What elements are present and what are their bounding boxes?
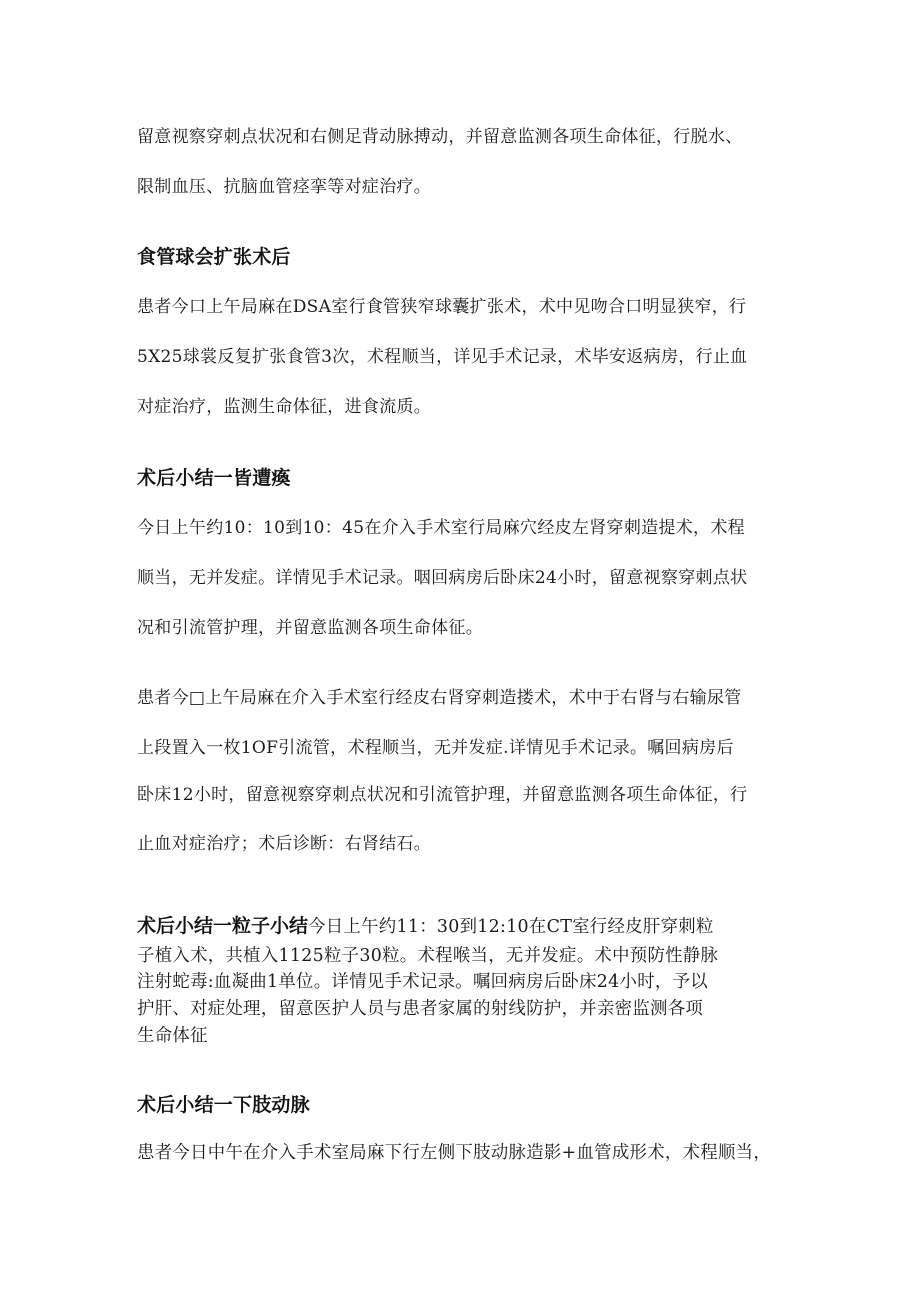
paragraph-5-line-2: 子植入术，共植入1125粒子30粒。术程喉当，无并发症。术中预防性静脉 [137, 946, 719, 966]
paragraph-2-line-2: 5X25球裳反复扩张食管3次，术程顺当，详见手术记录，术毕安返病房，行止血 [137, 347, 748, 367]
paragraph-1-line-2: 限制血压、抗脑血管痉挛等对症治疗。 [137, 177, 432, 197]
paragraph-5-line-3: 注射蛇毒:血凝曲1单位。详情见手术记录。嘱回病房后卧床24小时，予以 [137, 972, 708, 992]
section-heading-summary-1: 术后小结一皆遭瘓 [137, 467, 291, 489]
paragraph-2-line-1: 患者今口上午局麻在DSA室行食管狭窄球囊扩张术，术中见吻合口明显狭窄，行 [137, 297, 747, 317]
paragraph-5-line-1 [137, 911, 714, 938]
section-heading-seed-summary: 术后小结一粒子小结 [137, 915, 309, 937]
paragraph-5-line-4: 护肝、对症处理，留意医护人员与患者家属的射线防护，并亲密监测各项 [137, 999, 704, 1019]
paragraph-1-line-1: 留意视察穿刺点状况和右侧足背动脉搏动，并留意监测各项生命体征，行脱水、 [137, 127, 743, 147]
paragraph-4-line-3: 卧床12小时，留意视察穿刺点状况和引流管护理，并留意监测各项生命体征，行 [137, 785, 748, 805]
paragraph-4-line-2: 上段置入一枚1OF引流管，术程顺当，无并发症.详情见手术记录。嘱回病房后 [137, 738, 734, 758]
paragraph-6-line-1: 患者今日中午在介入手术室局麻下行左侧下肢动脉造影+血管成形术，术程顺当， [137, 1143, 772, 1163]
section-heading-lower-limb: 术后小结一下肢动脉 [137, 1094, 310, 1116]
paragraph-3-line-1: 今日上午约10：10到10：45在介入手术室行局麻穴经皮左肾穿刺造提术，术程 [137, 518, 745, 538]
paragraph-4-line-1: 患者今□上午局麻在介入手术室行经皮右肾穿刺造搂术，术中于右肾与右输尿管 [137, 688, 742, 708]
paragraph-2-line-3: 对症治疗，监测生命体征，进食流质。 [137, 397, 432, 417]
section-heading-esophageal: 食管球会扩张术后 [137, 246, 291, 268]
paragraph-3-line-3: 况和引流管护理，并留意监测各项生命体征。 [137, 618, 483, 638]
paragraph-5-line-1-text: 今日上午约11：30到12:10在CT室行经皮肝穿刺粒 [308, 917, 714, 937]
paragraph-4-line-4: 止血对症治疗；术后诊断：右肾结石。 [137, 834, 432, 854]
paragraph-3-line-2: 顺当，无并发症。详情见手术记录。咽回病房后卧床24小时，留意视察穿刺点状 [137, 568, 748, 588]
paragraph-5-line-5: 生命体征 [137, 1026, 208, 1046]
